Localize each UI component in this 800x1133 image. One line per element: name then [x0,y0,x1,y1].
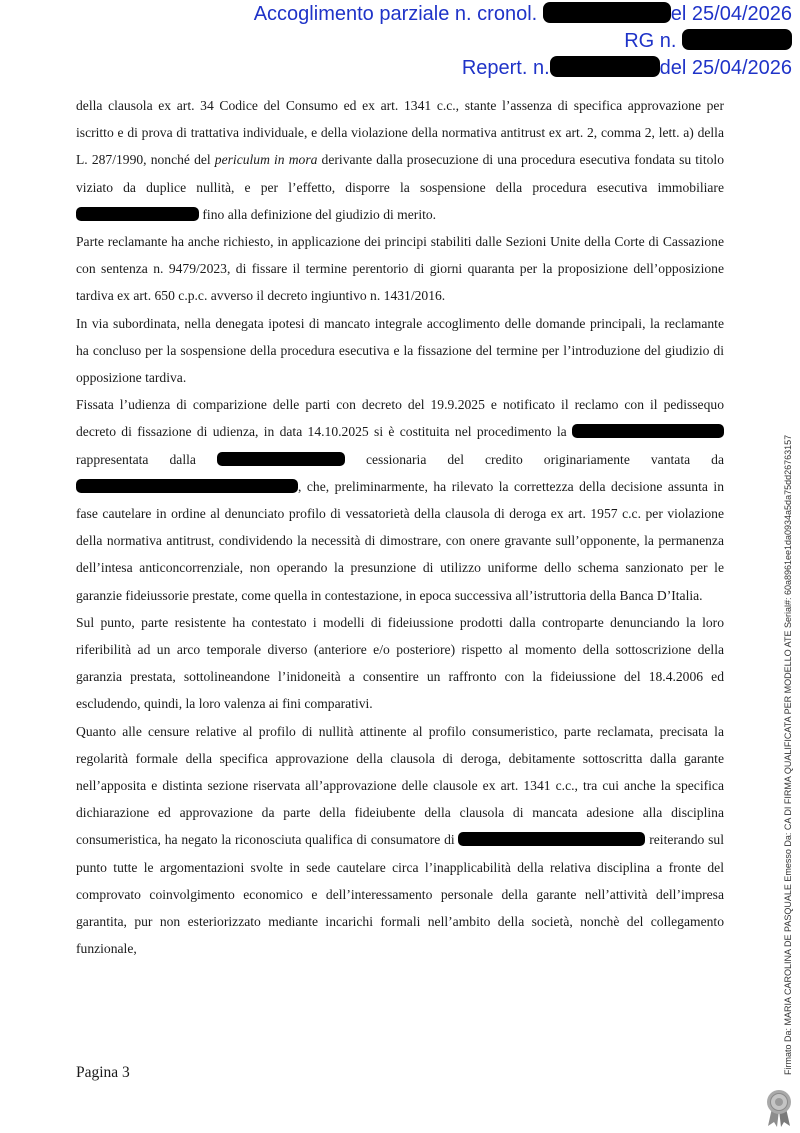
paragraph-text: Quanto alle censure relative al profilo di nullità attinente al profilo consumeristico, parte reclamata, precisata la regolarità formale della specifica approvazione della clausola di deroga, debitamente sottoscritta dalla garante nell’apposita e distinta sezione riservata all’approvazione delle clausole ex art. 1341 c.c., tra cui anche la specifica dichiarazione ed approvazione da parte della fideiubente della clausola di mancata adesione alla disciplina consumeristica, ha negato la riconosciuta qualifica di consumatore di [76,723,724,848]
paragraph-4 [76,391,724,609]
redaction-box [76,207,199,221]
paragraph-text: rappresentata dalla [76,451,217,467]
paragraph-text: Fissata l’udienza di comparizione delle parti con decreto del 19.9.2025 e notificato il reclamo con il pedissequo decreto di fissazione di udienza, in data 14.10.2025 si è costituita nel procedimento la [76,397,724,440]
stamp-repert-label: Repert. n. [461,57,550,79]
paragraph-3: In via subordinata, nella denegata ipotesi di mancato integrale accoglimento delle domande principali, la reclamante ha concluso per la sospensione della procedura esecutiva e la fissazione del termine per l’introduzione del giudizio di opposizione tardiva. [76,315,724,386]
paragraph-text: della clausola ex art. 34 Codice del Consumo ed ex art. 1341 c.c., stante l’assenza di specifica approvazione per iscritto e di prova di trattativa individuale, e della violazione della normativa antitrust ex art. 2, comma 2, lett. a) della L. 287/1990, nonché del [76,98,724,168]
paragraph-text: derivante dalla prosecuzione di una procedura esecutiva fondata su titolo viziato da duplice nullità, e per l’effetto, disporre la sospensione della procedura esecutiva immobiliare [76,152,724,195]
header-stamp-cronol [254,2,792,26]
page-number: Pagina 3 [76,1064,130,1081]
redaction-box [217,452,345,466]
paragraph-text: cessionaria del credito originariamente vantata da [344,451,724,467]
paragraph-1 [76,92,724,228]
paragraph-6 [76,718,724,963]
paragraph-text: , che, preliminarmente, ha rilevato la correttezza della decisione assunta in fase cautelare in ordine al denunciato profilo di vessatorietà della clausola di deroga ex art. 1957 c.c. per violazione della normativa antitrust, condividendo la necessità di dimostrare, con onere gravante sull’opponente, la permanenza dell’intesa anticoncorrenziale, non operando la presunzione di utilizzo uniforme dello schema sanzionato per le garanzie fideiussorie prestate, come quella in contestazione, in epoca successiva all’istruttoria della Banca D’Italia. [76,478,724,603]
stamp-rg-label: RG n. [624,30,677,52]
paragraph-5: Sul punto, parte resistente ha contestato i modelli di fideiussione prodotti dalla controparte denunciando la loro riferibilità ad un arco temporale diverso (anteriore e/o posteriore) rispetto al momento della sottoscrizione della garanzia prestata, sottolineandone l’inidoneità a consentire un raffronto con la fideiussione del 18.4.2006 ed escludendo, quindi, la loro valenza ai fini comparativi. [76,614,724,712]
redaction-box [682,29,792,50]
stamp-cronol-date: el 25/04/2026 [670,3,792,25]
certification-seal-icon [762,1088,796,1133]
paragraph-text: reiterando sul punto tutte le argomentazioni svolte in sede cautelare circa l’inapplicabilità della relativa disciplina a fronte del comprovato coinvolgimento economico e dell’interessamento personale della garante nell’attività dell’impresa garantita, pur non esteriorizzato mediante incarichi formali nell’ambito della società, nonchè del collegamento funzionale, [76,832,724,957]
paragraph-text: fino alla definizione del giudizio di merito. [199,206,437,222]
digital-signature-note: Firmato Da: MARIA CAROLINA DE PASQUALE Emesso Da: CA DI FIRMA QUALIFICATA PER MODELLO ATE Serial#: 60a8961ee1da0934a5da75dd26763157 [783,434,793,1075]
redaction-box [458,832,645,846]
stamp-repert-date: del 25/04/2026 [659,57,792,79]
document-body [76,92,724,963]
italic-term: periculum in mora [214,152,318,168]
header-stamp-repert [462,56,792,80]
redaction-box [572,424,724,438]
redaction-box [550,56,660,77]
redaction-box [543,2,671,23]
stamp-cronol-label: Accoglimento parziale n. cronol. [253,3,538,25]
paragraph-2: Parte reclamante ha anche richiesto, in applicazione dei principi stabiliti dalle Sezioni Unite della Corte di Cassazione con sentenza n. 9479/2023, di fissare il termine perentorio di giorni quaranta per la proposizione dell’opposizione tardiva ex art. 650 c.p.c. avverso il decreto ingiuntivo n. 1431/2016. [76,234,724,304]
header-stamp-rg [624,29,792,53]
redaction-box [76,479,298,493]
